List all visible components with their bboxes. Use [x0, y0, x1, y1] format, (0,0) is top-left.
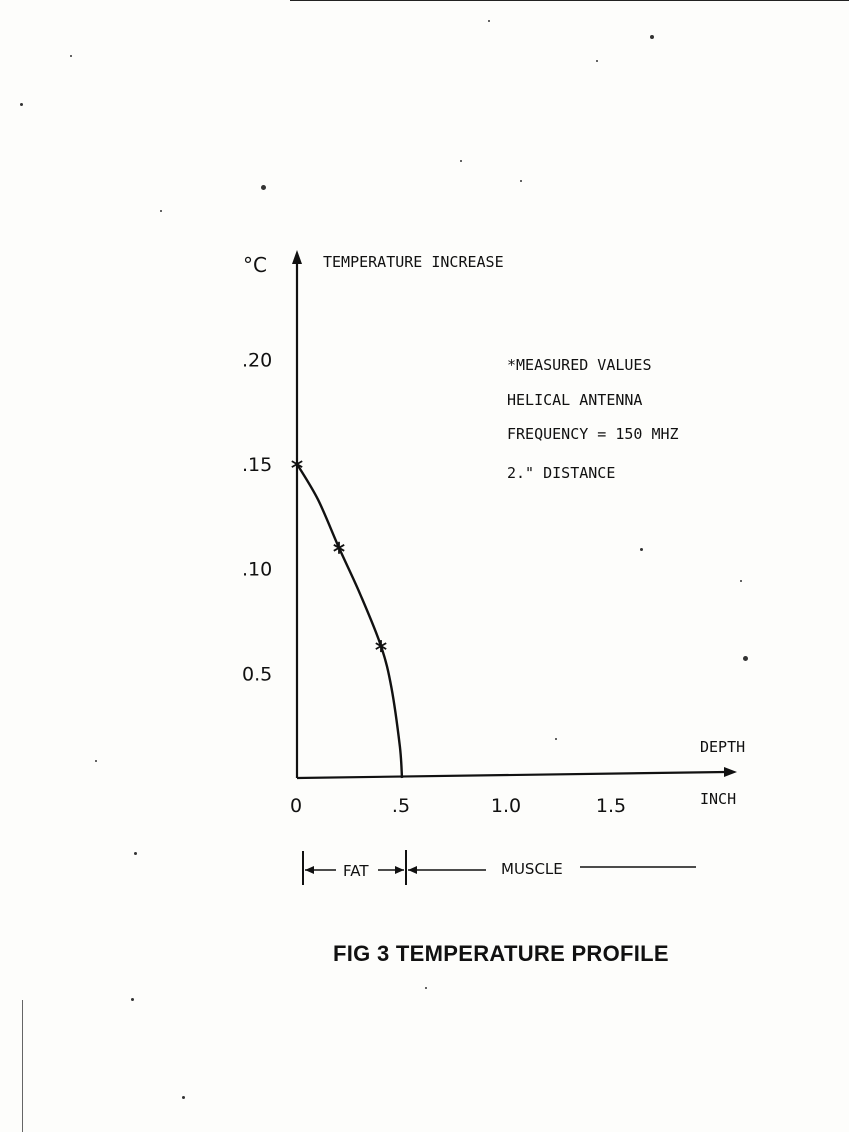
- y-axis-title: TEMPERATURE INCREASE: [323, 253, 504, 271]
- x-axis-arrow: [724, 767, 737, 777]
- x-tick-labels: [290, 795, 626, 817]
- y-tick-label: .15: [242, 454, 273, 477]
- muscle-label: MUSCLE: [501, 860, 563, 878]
- legend-line-frequency: FREQUENCY = 150 MHZ: [507, 425, 679, 443]
- x-axis-title: DEPTH: [700, 738, 746, 756]
- legend-line-distance: 2." DISTANCE: [507, 464, 616, 482]
- legend: [507, 356, 679, 482]
- x-axis-line: [297, 772, 726, 778]
- y-tick-label: .10: [242, 558, 273, 581]
- fat-arrow-left-head: [305, 866, 314, 874]
- measured-point-marker: [376, 640, 386, 652]
- y-tick-labels: [242, 349, 272, 685]
- x-tick-label: 1.0: [490, 795, 522, 817]
- y-axis-arrow: [292, 250, 302, 264]
- y-unit-label: °C: [243, 253, 267, 277]
- y-tick-label: 0.5: [242, 663, 273, 686]
- x-tick-label: 0: [289, 795, 303, 817]
- x-tick-label: 1.5: [595, 795, 627, 817]
- x-unit-label: INCH: [700, 790, 737, 808]
- x-tick-label: .5: [391, 795, 411, 817]
- axes: [292, 250, 737, 778]
- legend-line-antenna: HELICAL ANTENNA: [507, 391, 643, 409]
- fat-label: FAT: [343, 862, 369, 880]
- legend-line-measured: *MEASURED VALUES: [507, 356, 652, 374]
- fat-arrow-right-head: [395, 866, 404, 874]
- tissue-region-annotation: [303, 850, 696, 885]
- measured-point-marker: [334, 542, 344, 554]
- temperature-curve: [297, 464, 402, 778]
- y-tick-label: .20: [242, 349, 273, 372]
- figure-caption: FIG 3 TEMPERATURE PROFILE: [333, 941, 669, 966]
